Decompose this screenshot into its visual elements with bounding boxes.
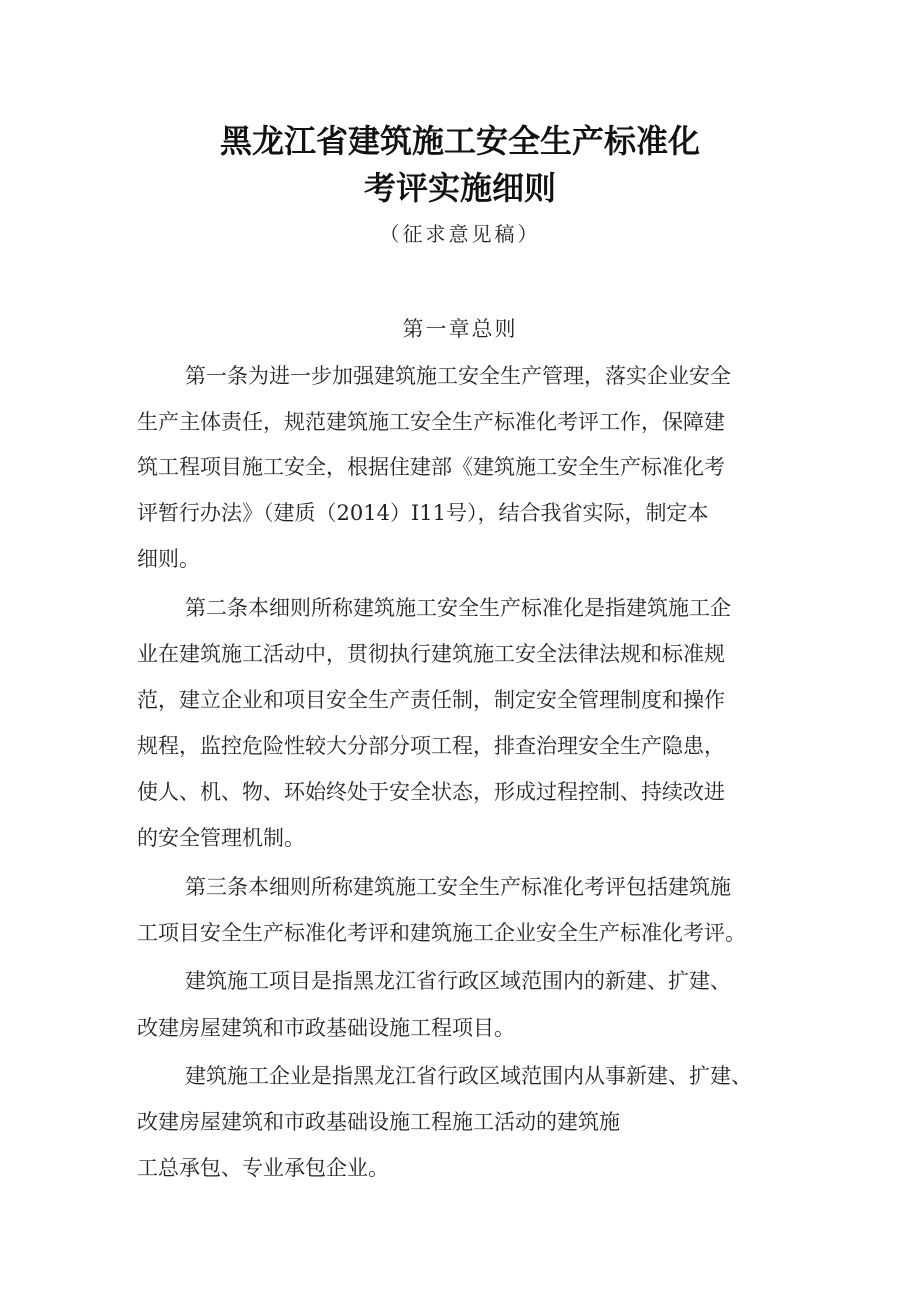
text-line: 建筑施工项目是指黑龙江省行政区域范围内的新建、扩建、 — [185, 969, 731, 993]
text-line: 工项目安全生产标准化考评和建筑施工企业安全生产标准化考评。 — [137, 921, 746, 945]
text-line: 第一条为进一步加强建筑施工安全生产管理，落实企业安全 — [185, 364, 731, 388]
document-title-line1: 黑龙江省建筑施工安全生产标准化 — [219, 122, 700, 160]
text-line: 使人、机、物、环始终处于安全状态，形成过程控制、持续改进 — [137, 780, 725, 804]
text-line: 评暂行办法》（建质（2014）I11号），结合我省实际，制定本 — [137, 501, 709, 525]
text-line: 第三条本细则所称建筑施工安全生产标准化考评包括建筑施 — [185, 875, 731, 899]
text-line: 第二条本细则所称建筑施工安全生产标准化是指建筑施工企 — [185, 596, 731, 620]
text-line: 生产主体责任，规范建筑施工安全生产标准化考评工作，保障建 — [137, 410, 725, 434]
text-line: 范，建立企业和项目安全生产责任制，制定安全管理制度和操作 — [137, 688, 725, 712]
text-line: 改建房屋建筑和市政基础设施工程项目。 — [137, 1016, 515, 1040]
chapter-heading: 第一章总则 — [402, 317, 518, 341]
document-title-line2: 考评实施细则 — [363, 169, 556, 207]
text-line: 筑工程项目施工安全，根据住建部《建筑施工安全生产标准化考 — [137, 455, 725, 479]
document-subtitle: （征求意见稿） — [379, 222, 541, 246]
text-line: 规程，监控危险性较大分部分项工程，排查治理安全生产隐患， — [137, 734, 725, 758]
text-line: 建筑施工企业是指黑龙江省行政区域范围内从事新建、扩建、 — [185, 1064, 752, 1088]
text-line: 的安全管理机制。 — [137, 826, 305, 850]
text-line: 工总承包、专业承包企业。 — [137, 1156, 389, 1180]
text-line: 业在建筑施工活动中，贯彻执行建筑施工安全法律法规和标准规 — [137, 642, 725, 666]
text-line: 细则。 — [137, 547, 200, 571]
text-line: 改建房屋建筑和市政基础设施工程施工活动的建筑施 — [137, 1110, 620, 1134]
